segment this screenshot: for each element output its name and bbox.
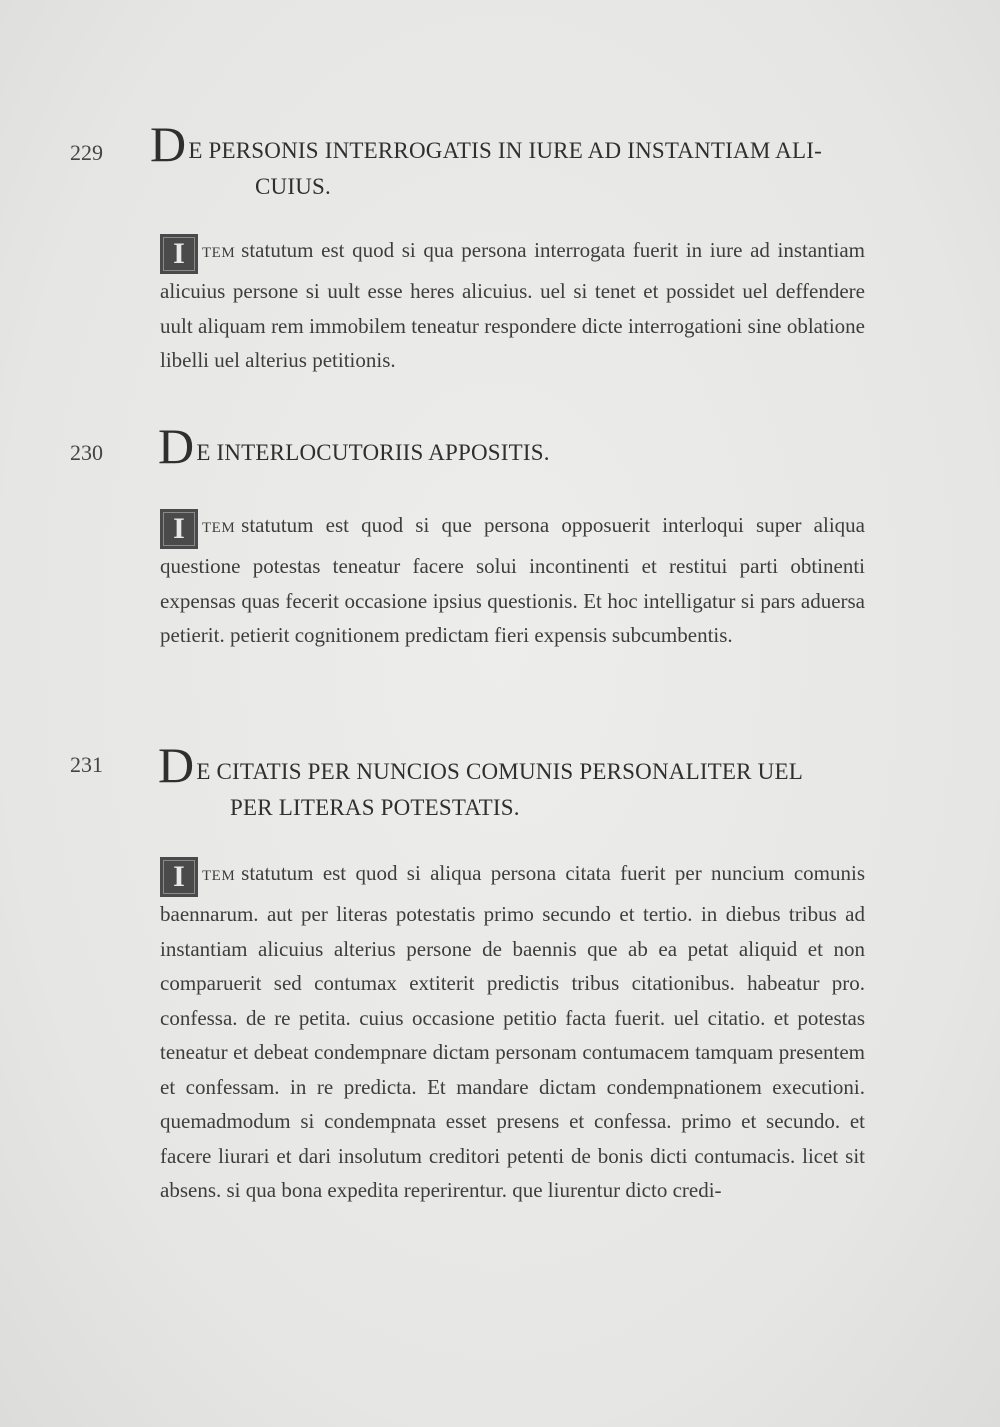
section-text — [160, 233, 865, 378]
section-heading — [150, 116, 865, 205]
section-heading — [158, 737, 873, 826]
heading-initial: D — [158, 418, 195, 474]
drop-initial: I — [160, 509, 198, 549]
section-text — [160, 508, 865, 653]
heading-text: E PERSONIS INTERROGATIS IN IURE AD INSTANTIAM ALI- — [188, 138, 822, 163]
section-number: 230 — [70, 440, 103, 465]
drop-initial: I — [160, 234, 198, 274]
section-body: statutum est quod si que persona opposuerit interloqui super aliqua questione potestas teneatur facere solui incontinenti et restitui parti obtinenti expensas quas fecerit occasione ipsius questionis. Et hoc intelligatur si pars aduersa petierit. petierit cognitionem predictam fieri expensis subcumbentis. — [160, 513, 865, 647]
section-number: 231 — [70, 752, 103, 777]
heading-continuation: PER LITERAS POTESTATIS. — [230, 795, 520, 820]
section-heading — [158, 418, 873, 474]
section-body: statutum est quod si aliqua persona citata fuerit per nuncium comunis baennarum. aut per literas potestatis primo secundo et tertio. in diebus tribus ad instantiam alicuius alterius persone de baennis que ab ea petat aliquid et non comparuerit sed contumax extiterit predictis tribus citationibus. habeatur pro. confessa. de re petita. cuius occasione petitio facta fuerit. uel citatio. et potestas teneatur et debeat condempnare dictam personam contumacem tamquam presentem et confessam. in re predicta. Et mandare dictam condempnationem executioni. quemadmodum si condempnata esset presens et confessa. primo et secundo. et facere liurari et dari insolutum creditori petenti de bonis dicti contumacis. licet sit absens. si qua bona expedita reperirentur. que liurentur dicto credi- — [160, 861, 865, 1202]
heading-text: E CITATIS PER NUNCIOS COMUNIS PERSONALITER UEL — [196, 759, 803, 784]
section-text — [160, 856, 865, 1208]
heading-initial: D — [158, 737, 195, 793]
heading-text: E INTERLOCUTORIIS APPOSITIS. — [196, 440, 550, 465]
section-number: 229 — [70, 140, 103, 165]
drop-initial: I — [160, 857, 198, 897]
small-caps-word: TEM — [202, 520, 236, 536]
heading-continuation: CUIUS. — [255, 174, 331, 199]
small-caps-word: TEM — [202, 245, 236, 261]
heading-initial: D — [150, 116, 187, 172]
section-body: statutum est quod si qua persona interrogata fuerit in iure ad instantiam alicuius persone si uult esse heres alicuius. uel si tenet et possidet uel deffendere uult aliquam rem immobilem teneatur respondere dicte interrogationi sine oblatione libelli uel alterius petitionis. — [160, 238, 865, 372]
small-caps-word: TEM — [202, 868, 236, 884]
